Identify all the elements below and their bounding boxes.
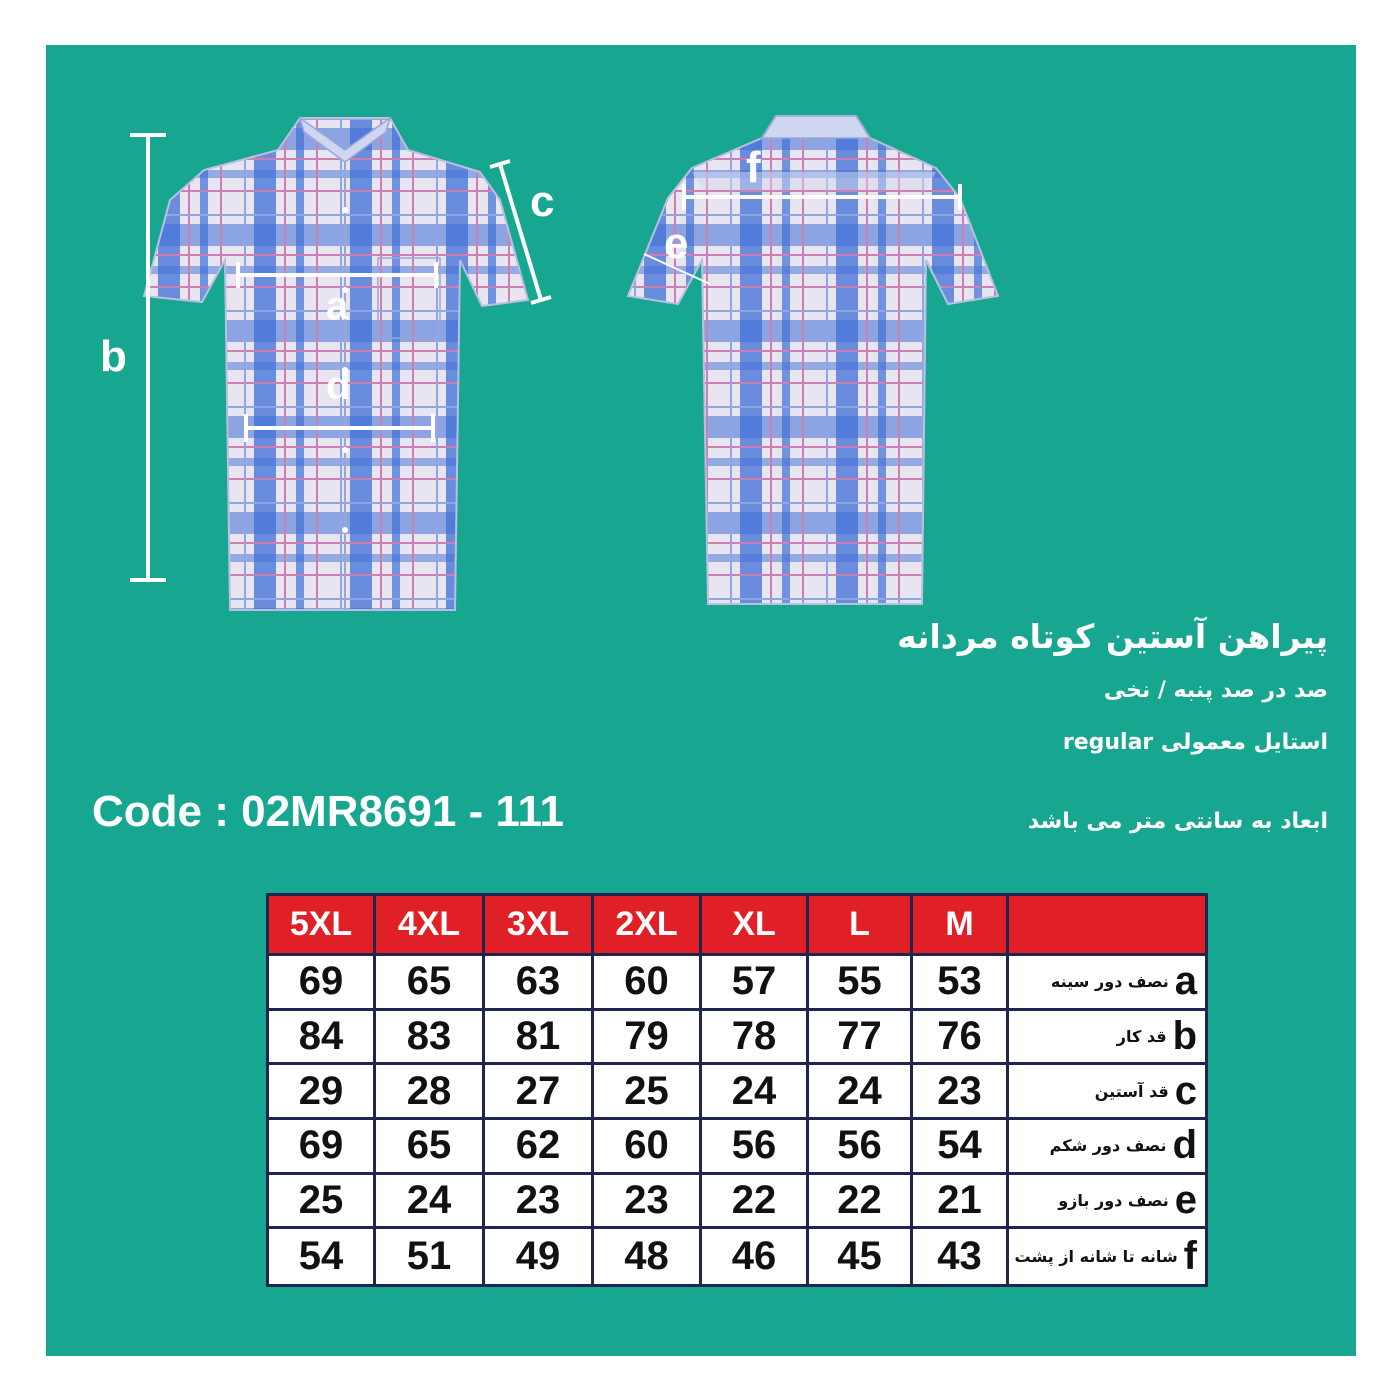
table-cell: 46 <box>702 1229 809 1284</box>
row-letter: f <box>1183 1234 1197 1279</box>
table-cell: 69 <box>269 956 376 1011</box>
product-style: استایل معمولی regular <box>1062 730 1328 755</box>
table-cell: 29 <box>269 1065 376 1120</box>
table-cell: 45 <box>809 1229 913 1284</box>
table-cell: 56 <box>702 1120 809 1175</box>
table-cell: 27 <box>485 1065 594 1120</box>
table-cell: 48 <box>594 1229 702 1284</box>
row-letter: d <box>1172 1123 1197 1168</box>
size-header-m: M <box>913 896 1009 956</box>
product-code: Code : 02MR8691 - 111 <box>92 787 565 836</box>
row-label-c <box>1009 1065 1205 1120</box>
measure-label-c: c <box>530 177 555 226</box>
row-label-f <box>1009 1229 1205 1284</box>
table-cell: 23 <box>913 1065 1009 1120</box>
row-label-b <box>1009 1011 1205 1066</box>
table-cell: 43 <box>913 1229 1009 1284</box>
row-letter: b <box>1172 1013 1197 1058</box>
row-label-a <box>1009 956 1205 1011</box>
table-cell: 77 <box>809 1011 913 1066</box>
table-cell: 78 <box>702 1011 809 1066</box>
table-cell: 83 <box>376 1011 485 1066</box>
table-cell: 60 <box>594 1120 702 1175</box>
table-cell: 21 <box>913 1175 1009 1230</box>
row-name: نصف دور بازو <box>1058 1190 1169 1210</box>
measure-label-e: e <box>664 219 689 268</box>
table-cell: 24 <box>702 1065 809 1120</box>
table-cell: 69 <box>269 1120 376 1175</box>
table-cell: 23 <box>594 1175 702 1230</box>
table-cell: 63 <box>485 956 594 1011</box>
table-cell: 28 <box>376 1065 485 1120</box>
row-letter: e <box>1174 1177 1197 1222</box>
table-cell: 24 <box>809 1065 913 1120</box>
size-header-4xl: 4XL <box>376 896 485 956</box>
table-cell: 51 <box>376 1229 485 1284</box>
table-cell: 79 <box>594 1011 702 1066</box>
table-cell: 22 <box>702 1175 809 1230</box>
table-cell: 62 <box>485 1120 594 1175</box>
table-cell: 54 <box>913 1120 1009 1175</box>
measure-label-a: a <box>326 284 349 328</box>
row-label-d <box>1009 1120 1205 1175</box>
table-cell: 54 <box>269 1229 376 1284</box>
product-material: صد در صد پنبه / نخی <box>1103 678 1328 703</box>
table-cell: 60 <box>594 956 702 1011</box>
size-header-5xl: 5XL <box>269 896 376 956</box>
table-cell: 76 <box>913 1011 1009 1066</box>
table-cell: 84 <box>269 1011 376 1066</box>
row-letter: a <box>1174 959 1197 1004</box>
size-header-2xl: 2XL <box>594 896 702 956</box>
size-header-l: L <box>809 896 913 956</box>
table-cell: 55 <box>809 956 913 1011</box>
row-label-e <box>1009 1175 1205 1230</box>
measure-label-d: d <box>326 364 351 408</box>
row-name: قد آستین <box>1094 1081 1169 1101</box>
size-header-3xl: 3XL <box>485 896 594 956</box>
product-title: پیراهن آستین کوتاه مردانه <box>897 617 1328 656</box>
table-cell: 49 <box>485 1229 594 1284</box>
table-cell: 57 <box>702 956 809 1011</box>
size-header-blank <box>1009 896 1205 956</box>
measure-label-f: f <box>746 143 761 192</box>
table-cell: 56 <box>809 1120 913 1175</box>
table-cell: 25 <box>594 1065 702 1120</box>
table-cell: 23 <box>485 1175 594 1230</box>
size-table <box>266 893 1208 1287</box>
table-cell: 65 <box>376 1120 485 1175</box>
row-letter: c <box>1174 1068 1197 1113</box>
row-name: نصف دور سینه <box>1050 972 1169 992</box>
table-cell: 65 <box>376 956 485 1011</box>
table-cell: 81 <box>485 1011 594 1066</box>
row-name: قد کار <box>1116 1026 1167 1046</box>
table-cell: 22 <box>809 1175 913 1230</box>
row-name: نصف دور شکم <box>1049 1136 1167 1156</box>
measure-label-b: b <box>100 332 127 381</box>
row-name: شانه تا شانه از پشت <box>1014 1247 1178 1267</box>
table-cell: 24 <box>376 1175 485 1230</box>
size-header-xl: XL <box>702 896 809 956</box>
table-cell: 53 <box>913 956 1009 1011</box>
units-note: ابعاد به سانتی متر می باشد <box>1027 809 1328 834</box>
table-cell: 25 <box>269 1175 376 1230</box>
